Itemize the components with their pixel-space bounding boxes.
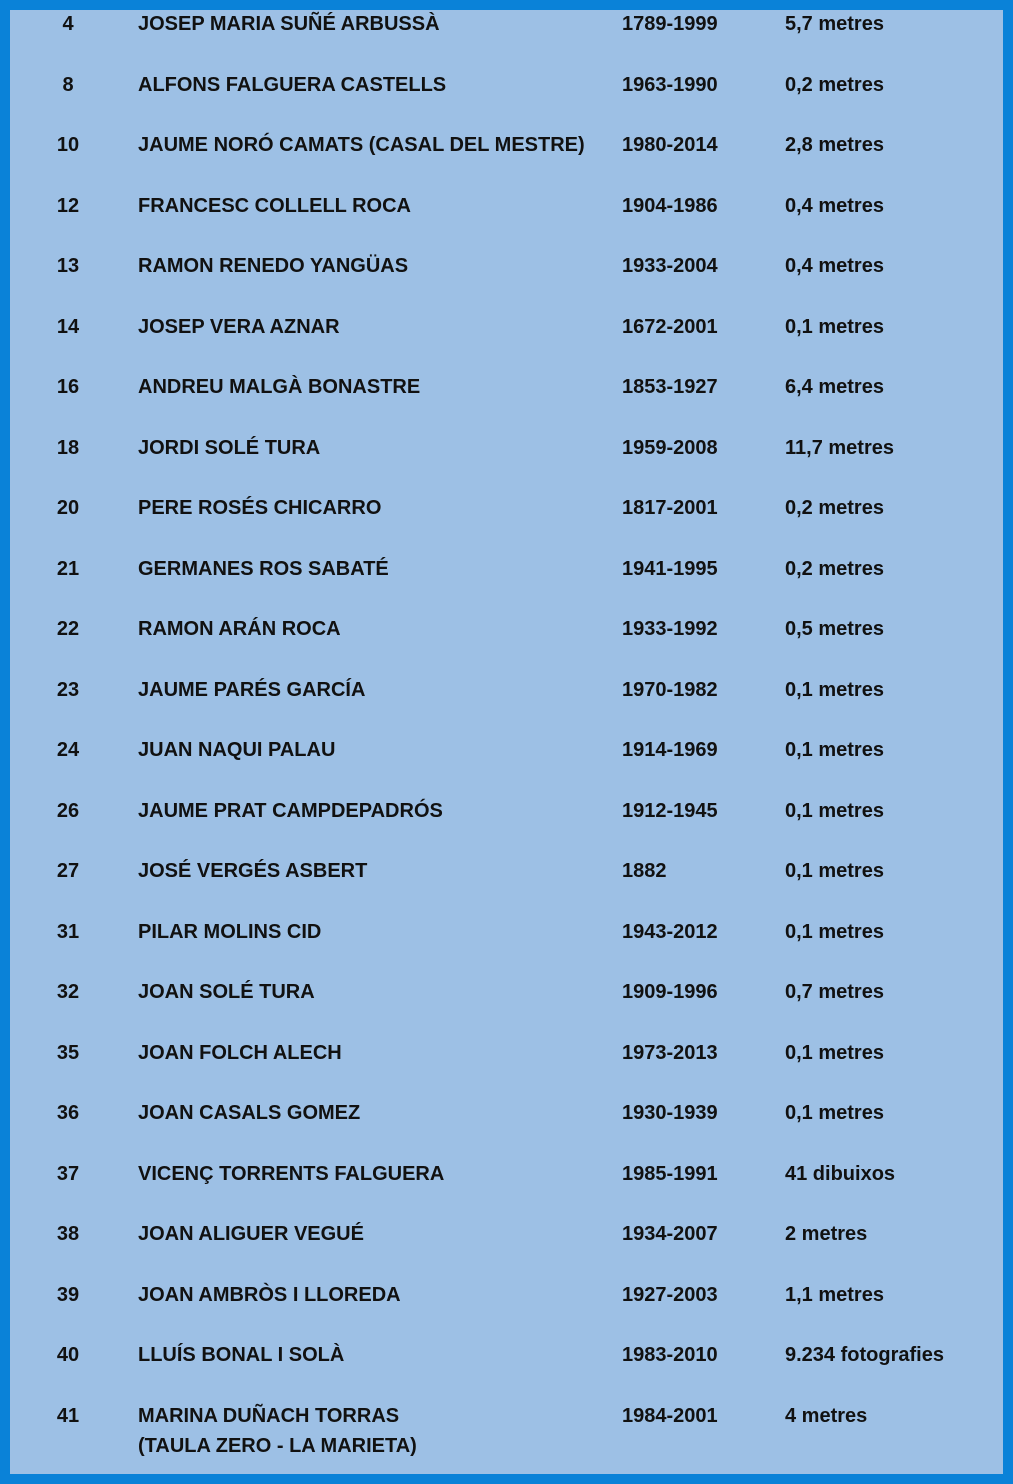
fonds-years: 1912-1945 [622,800,718,822]
fonds-name [138,1280,608,1310]
fonds-volume: 0,2 metres [785,497,884,519]
fonds-volume: 6,4 metres [785,376,884,398]
fonds-number: 26 [56,800,80,822]
fonds-years: 1927-2003 [622,1284,718,1306]
fonds-volume: 0,1 metres [785,739,884,761]
fonds-volume: 0,1 metres [785,1102,884,1124]
fonds-number: 38 [56,1223,80,1245]
fonds-name [138,917,608,947]
fonds-name-line: JOSEP VERA AZNAR [138,316,340,338]
fonds-name [138,70,608,100]
fonds-name-line: PILAR MOLINS CID [138,921,322,943]
fonds-name-line: (TAULA ZERO - LA MARIETA) [138,1435,417,1457]
fonds-name [138,251,608,281]
fonds-name-line: RAMON RENEDO YANGÜAS [138,255,409,277]
fonds-name-line: JOSÉ VERGÉS ASBERT [138,860,368,882]
fonds-number: 18 [56,437,80,459]
fonds-volume: 41 dibuixos [785,1163,896,1185]
fonds-name-line: MARINA DUÑACH TORRAS [138,1405,400,1427]
fonds-name [138,1159,608,1189]
fonds-name-line: JOAN FOLCH ALECH [138,1042,342,1064]
fonds-name [138,554,608,584]
fonds-number: 22 [56,618,80,640]
fonds-volume: 0,1 metres [785,679,884,701]
fonds-years: 1672-2001 [622,316,718,338]
fonds-name-line: JOAN AMBRÒS I LLOREDA [138,1284,401,1306]
fonds-name-line: PERE ROSÉS CHICARRO [138,497,382,519]
fonds-name-line: FRANCESC COLLELL ROCA [138,195,411,217]
fonds-name-line: JOAN ALIGUER VEGUÉ [138,1223,364,1245]
fonds-volume: 2 metres [785,1223,868,1245]
fonds-volume: 0,1 metres [785,860,884,882]
fonds-volume: 0,2 metres [785,74,884,96]
fonds-years: 1914-1969 [622,739,718,761]
fonds-name [138,796,608,826]
fonds-volume: 11,7 metres [785,437,894,459]
fonds-name-line: ANDREU MALGÀ BONASTRE [138,376,421,398]
fonds-number: 12 [56,195,80,217]
fonds-name [138,1098,608,1128]
fonds-name [138,735,608,765]
fonds-years: 1817-2001 [622,497,718,519]
fonds-years: 1904-1986 [622,195,718,217]
fonds-name [138,977,608,1007]
fonds-years: 1959-2008 [622,437,718,459]
fonds-years: 1983-2010 [622,1344,718,1366]
fonds-number: 36 [56,1102,80,1124]
fonds-volume: 4 metres [785,1405,868,1427]
fonds-years: 1980-2014 [622,134,718,156]
fonds-number: 21 [56,558,80,580]
fonds-number: 27 [56,860,80,882]
fonds-name [138,312,608,342]
fonds-volume: 0,4 metres [785,255,884,277]
fonds-number: 24 [56,739,80,761]
fonds-name-line: JUAN NAQUI PALAU [138,739,336,761]
fonds-name-line: JORDI SOLÉ TURA [138,437,321,459]
fonds-name-line: JOSEP MARIA SUÑÉ ARBUSSÀ [138,13,440,35]
fonds-years: 1943-2012 [622,921,718,943]
fonds-name [138,493,608,523]
fonds-name-line: JOAN CASALS GOMEZ [138,1102,361,1124]
fonds-name [138,1401,608,1461]
fonds-name [138,1219,608,1249]
fonds-years: 1970-1982 [622,679,718,701]
fonds-years: 1882 [622,860,667,882]
fonds-years: 1933-2004 [622,255,718,277]
fonds-years: 1789-1999 [622,13,718,35]
fonds-name [138,614,608,644]
fonds-name [138,130,608,160]
document-frame [10,10,1003,1474]
fonds-name [138,856,608,886]
fonds-volume: 5,7 metres [785,13,884,35]
fonds-years: 1984-2001 [622,1405,718,1427]
fonds-volume: 0,4 metres [785,195,884,217]
fonds-years: 1909-1996 [622,981,718,1003]
fonds-name [138,372,608,402]
fonds-volume: 0,5 metres [785,618,884,640]
fonds-number: 4 [62,13,74,35]
fonds-years: 1941-1995 [622,558,718,580]
fonds-volume: 0,1 metres [785,1042,884,1064]
fonds-name [138,1340,608,1370]
fonds-name-line: ALFONS FALGUERA CASTELLS [138,74,447,96]
fonds-number: 35 [56,1042,80,1064]
fonds-number: 23 [56,679,80,701]
fonds-number: 37 [56,1163,80,1185]
fonds-number: 39 [56,1284,80,1306]
fonds-volume: 0,1 metres [785,316,884,338]
fonds-number: 31 [56,921,80,943]
fonds-name-line: GERMANES ROS SABATÉ [138,558,389,580]
fonds-name [138,191,608,221]
fonds-number: 41 [56,1405,80,1427]
fonds-number: 32 [56,981,80,1003]
fonds-number: 40 [56,1344,80,1366]
fonds-name [138,433,608,463]
fonds-name [138,675,608,705]
fonds-name [138,1038,608,1068]
fonds-volume: 0,2 metres [785,558,884,580]
fonds-name-line: JAUME PARÉS GARCÍA [138,679,366,701]
fonds-number: 20 [56,497,80,519]
fonds-volume: 0,7 metres [785,981,884,1003]
fonds-volume: 0,1 metres [785,800,884,822]
fonds-name-line: LLUÍS BONAL I SOLÀ [138,1344,345,1366]
fonds-years: 1973-2013 [622,1042,718,1064]
fonds-years: 1963-1990 [622,74,718,96]
fonds-name-line: JAUME NORÓ CAMATS (CASAL DEL MESTRE) [138,134,585,156]
fonds-years: 1985-1991 [622,1163,718,1185]
fonds-number: 14 [56,316,80,338]
fonds-number: 13 [56,255,80,277]
fonds-volume: 9.234 fotografies [785,1344,944,1366]
fonds-volume: 2,8 metres [785,134,884,156]
fonds-number: 16 [56,376,80,398]
fonds-years: 1853-1927 [622,376,718,398]
fonds-number: 10 [56,134,80,156]
fonds-years: 1933-1992 [622,618,718,640]
fonds-name-line: JAUME PRAT CAMPDEPADRÓS [138,800,443,822]
fonds-name-line: VICENÇ TORRENTS FALGUERA [138,1163,445,1185]
fonds-name [138,9,608,39]
fonds-volume: 1,1 metres [785,1284,884,1306]
fonds-years: 1930-1939 [622,1102,718,1124]
fonds-number: 8 [62,74,74,96]
fonds-years: 1934-2007 [622,1223,718,1245]
fonds-volume: 0,1 metres [785,921,884,943]
fonds-name-line: JOAN SOLÉ TURA [138,981,315,1003]
fonds-name-line: RAMON ARÁN ROCA [138,618,341,640]
